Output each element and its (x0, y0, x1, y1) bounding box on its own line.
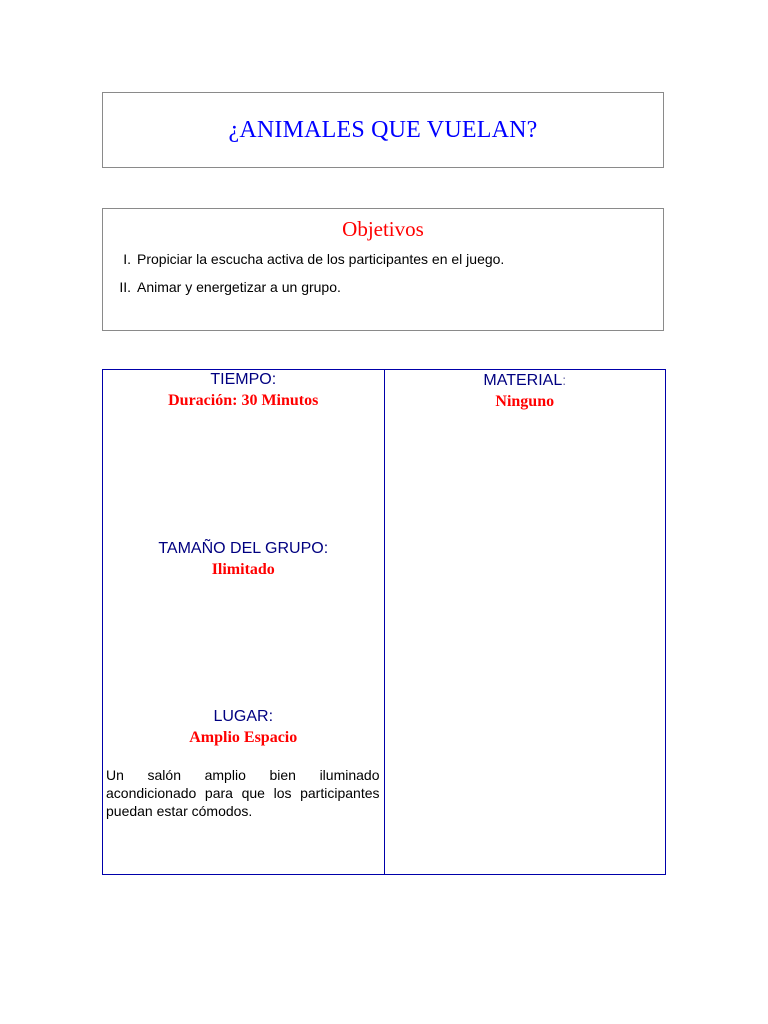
lugar-label: LUGAR: (213, 708, 274, 725)
objectives-heading: Objetivos (342, 217, 424, 241)
tamano-value: Ilimitado (211, 561, 275, 578)
tamano-block (103, 539, 384, 581)
info-table (102, 369, 666, 875)
page-title: ¿ANIMALES QUE VUELAN? (228, 116, 538, 143)
right-column (385, 370, 666, 874)
tiempo-block (103, 370, 384, 412)
material-block (385, 370, 666, 413)
lugar-value: Amplio Espacio (189, 729, 298, 746)
objectives-list (103, 245, 663, 301)
tiempo-label: TIEMPO: (210, 371, 277, 388)
material-label-line (385, 370, 666, 391)
objectives-box (102, 208, 664, 331)
lugar-description: Un salón amplio bien iluminado acondicionado para que los participantes puedan estar cómodos. (106, 767, 380, 819)
material-colon: : (562, 372, 567, 388)
list-item-text: Animar y energetizar a un grupo. (137, 279, 341, 295)
title-box (102, 92, 664, 168)
lugar-block (103, 707, 384, 749)
left-column (103, 370, 385, 874)
tiempo-value: Duración: 30 Minutos (168, 392, 319, 409)
tamano-label: TAMAÑO DEL GRUPO: (158, 540, 329, 557)
material-value: Ninguno (495, 393, 555, 410)
list-item (103, 245, 663, 273)
list-item (103, 273, 663, 301)
list-item-number: I. (123, 251, 131, 267)
material-label: MATERIAL (483, 372, 563, 389)
list-item-number: II. (119, 279, 131, 295)
list-item-text: Propiciar la escucha activa de los participantes en el juego. (137, 251, 505, 267)
